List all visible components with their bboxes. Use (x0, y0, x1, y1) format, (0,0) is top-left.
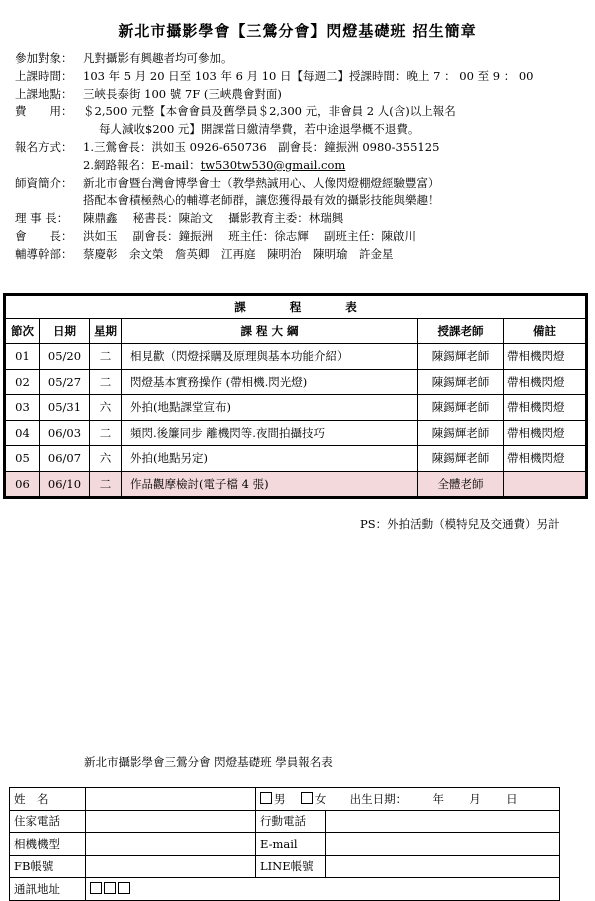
session-note: 帶相機閃燈 (504, 369, 586, 395)
info-fee-continued: 每人減收$200 元】開課當日繳清學費，若中途退學概不退費。 (99, 122, 420, 137)
info-label: 費 用： (15, 104, 73, 119)
column-header: 星期 (90, 319, 122, 344)
address-field[interactable] (86, 878, 560, 901)
session-weekday: 六 (90, 446, 122, 472)
session-topic: 外拍(地點另定) (122, 446, 418, 472)
birth-month-label: 月 (469, 791, 481, 806)
session-date: 06/07 (40, 446, 90, 472)
session-note (504, 471, 586, 497)
male-label: 男 (274, 791, 286, 806)
session-topic: 作品觀摩檢討(電子檔 4 張) (122, 471, 418, 497)
info-value: 三峽長泰街 100 號 7F (三峽農會對面) (83, 86, 282, 101)
session-note: 帶相機閃燈 (504, 395, 586, 421)
name-label: 姓 名 (10, 788, 86, 811)
table-row (6, 420, 586, 446)
session-teacher: 陳錫輝老師 (418, 395, 504, 421)
session-date: 05/31 (40, 395, 90, 421)
line-label: LINE帳號 (256, 855, 326, 878)
mobile-label: 行動電話 (256, 810, 326, 833)
fb-field[interactable] (86, 855, 256, 878)
session-weekday: 六 (90, 395, 122, 421)
email-label: E-mail (256, 833, 326, 856)
info-label: 上課地點： (15, 86, 73, 101)
form-title: 新北市攝影學會三鶯分會 閃燈基礎班 學員報名表 (84, 755, 333, 769)
info-value: ＄2,500 元整【本會會員及舊學員＄2,300 元，非會員 2 人(含)以上報名 (83, 104, 456, 119)
camera-field[interactable] (86, 833, 256, 856)
session-date: 06/10 (40, 471, 90, 497)
birth-day-label: 日 (506, 791, 518, 806)
ps-note: PS：外拍活動（模特兒及交通費）另計 (360, 517, 560, 531)
zip-box-1[interactable] (90, 882, 102, 894)
session-topic: 頻閃.後簾同步 離機閃等.夜間拍攝技巧 (122, 420, 418, 446)
home-phone-field[interactable] (86, 810, 256, 833)
form-row-camera (10, 833, 560, 856)
schedule-header-row (6, 319, 586, 344)
info-tutors (15, 246, 585, 264)
zip-box-3[interactable] (118, 882, 130, 894)
info-section (15, 50, 585, 264)
info-value: 新北市會暨台灣會博學會士（教學熱誠用心、人像閃燈棚燈經驗豐富） (83, 175, 440, 190)
session-topic: 外拍(地點課堂宣布) (122, 395, 418, 421)
table-row (6, 344, 586, 370)
session-topic: 相見歡（閃燈採購及原理與基本功能介紹） (122, 344, 418, 370)
session-number: 06 (6, 471, 40, 497)
session-weekday: 二 (90, 420, 122, 446)
info-value: 陳鼎鑫 秘書長：陳詒文 攝影教育主委：林瑞興 (83, 211, 344, 226)
form-row-phone (10, 810, 560, 833)
session-teacher: 全體老師 (418, 471, 504, 497)
info-value: 1.三鶯會長：洪如玉 0926-650736 副會長：鐘振洲 0980-355125 (83, 139, 440, 154)
info-teacher (15, 175, 585, 193)
address-label: 通訊地址 (10, 878, 86, 901)
zip-box-2[interactable] (104, 882, 116, 894)
info-teacher-continued: 搭配本會積極熱心的輔導老師群，讓您獲得最有效的攝影技能與樂趣！ (83, 193, 440, 208)
info-value: 凡對攝影有興趣者均可參加。 (83, 51, 233, 65)
mobile-field[interactable] (326, 810, 560, 833)
column-header: 授課老師 (418, 319, 504, 344)
email-link[interactable]: tw530tw530@gmail.com (200, 157, 346, 172)
session-number: 04 (6, 420, 40, 446)
form-row-address (10, 878, 560, 901)
page-title: 新北市攝影學會【三鶯分會】閃燈基礎班 招生簡章 (118, 22, 477, 40)
info-audience (15, 50, 585, 68)
session-number: 05 (6, 446, 40, 472)
camera-label: 相機機型 (10, 833, 86, 856)
table-row (6, 446, 586, 472)
session-teacher: 陳錫輝老師 (418, 344, 504, 370)
info-signup-continued (15, 157, 585, 175)
fb-label: FB帳號 (10, 855, 86, 878)
registration-form (9, 787, 560, 901)
session-weekday: 二 (90, 369, 122, 395)
info-label: 輔導幹部： (15, 246, 73, 261)
table-row (6, 395, 586, 421)
session-date: 06/03 (40, 420, 90, 446)
info-label: 報名方式： (15, 139, 73, 154)
table-row (6, 471, 586, 497)
session-teacher: 陳錫輝老師 (418, 369, 504, 395)
info-value: 103 年 5 月 20 日至 103 年 6 月 10 日【每週二】授課時間：晚上 7 ： 00 至 9 ： 00 (83, 68, 534, 83)
info-fee (15, 103, 585, 121)
birth-year-label: 年 (432, 791, 444, 806)
session-weekday: 二 (90, 344, 122, 370)
table-row (6, 369, 586, 395)
birth-label: 出生日期： (349, 791, 408, 806)
column-header: 節次 (6, 319, 40, 344)
session-note: 帶相機閃燈 (504, 446, 586, 472)
form-row-name (10, 788, 560, 811)
female-label: 女 (314, 791, 327, 806)
schedule-caption: 課程表 (6, 296, 586, 319)
name-field[interactable] (86, 788, 256, 811)
info-label: 上課時間： (15, 68, 73, 83)
info-label: 參加對象： (15, 51, 73, 65)
info-place (15, 86, 585, 104)
info-directors (15, 210, 585, 228)
schedule-table (3, 293, 588, 499)
session-number: 01 (6, 344, 40, 370)
form-row-social (10, 855, 560, 878)
session-number: 02 (6, 369, 40, 395)
session-number: 03 (6, 395, 40, 421)
info-label: 會 長： (15, 228, 73, 243)
info-president (15, 228, 585, 246)
session-teacher: 陳錫輝老師 (418, 420, 504, 446)
info-value: 蔡慶彰 余文榮 詹英卿 江再庭 陳明治 陳明瑜 許金星 (83, 246, 394, 261)
email-field[interactable] (326, 833, 560, 856)
info-signup (15, 139, 585, 157)
male-checkbox[interactable] (260, 792, 272, 804)
session-date: 05/27 (40, 369, 90, 395)
email-prefix: 2.網路報名：E-mail： (83, 157, 201, 172)
session-weekday: 二 (90, 471, 122, 497)
session-teacher: 陳錫輝老師 (418, 446, 504, 472)
info-label: 師資簡介： (15, 175, 73, 190)
home-phone-label: 住家電話 (10, 810, 86, 833)
info-value: 洪如玉 副會長：鐘振洲 班主任：徐志輝 副班主任：陳啟川 (83, 228, 416, 243)
session-note: 帶相機閃燈 (504, 420, 586, 446)
session-topic: 閃燈基本實務操作 (帶相機.閃光燈) (122, 369, 418, 395)
column-header: 日期 (40, 319, 90, 344)
info-time (15, 68, 585, 86)
session-note: 帶相機閃燈 (504, 344, 586, 370)
session-date: 05/20 (40, 344, 90, 370)
female-checkbox[interactable] (301, 792, 313, 804)
column-header: 備註 (504, 319, 586, 344)
column-header: 課 程 大 綱 (122, 319, 418, 344)
gender-birth-cell (256, 788, 560, 811)
info-label: 理 事 長： (15, 211, 69, 226)
line-field[interactable] (326, 855, 560, 878)
